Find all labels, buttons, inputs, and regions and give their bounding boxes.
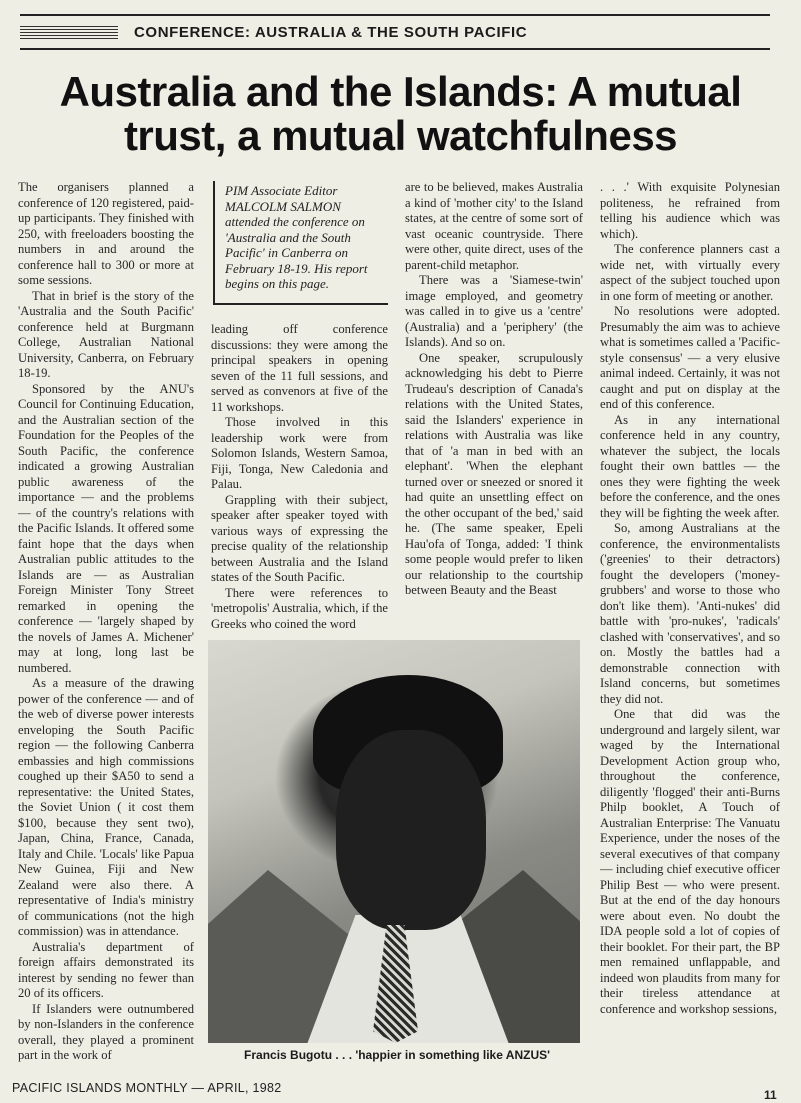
paragraph: So, among Australians at the conference, the environmentalists ('greenies' to their detractors) fought the developers ('money-grubbers' and worse to those who don't like them). 'Anti-nukes' did battle with 'pro-nukes', 'radicals' clashed with 'conservatives', and so on. Mostly the battles had a demonstrable connection with Island concerns, but sometimes they did not. [600,521,780,706]
paragraph: There was a 'Siamese-twin' image employed, and geometry was called in to give us a 'centre' (Australia) and a 'periphery' (the Islands). And so on. [405,273,583,349]
paragraph: One that did was the underground and largely silent, war waged by the International Development Action group who, throughout the conference, diligently 'flogged' their anti-Burns Philp booklet, A Touch of Australian Enterprise: The Vanuatu Experience, under the noses of the several executives of that company — including chief executive officer Philip Best — who were present. But at the end of the day honours were about even. No doubt the IDA people sold a lot of copies of their booklet. For their part, the BP men remained unflappable, and indeed won plaudits from many for their tireless attendance at conference and workshop sessions, [600,707,780,1016]
paragraph: Those involved in this leadership work were from Solomon Islands, Western Samoa, Fiji, Tonga, New Caledonia and Palau. [211,415,388,491]
paragraph: Australia's department of foreign affairs demonstrated its interest by sending no fewer than 20 of its officers. [18,939,194,1000]
headline-line-1: Australia and the Islands: A mutual [59,68,742,115]
paragraph: The conference planners cast a wide net, with virtually every aspect of the subject touched upon in one form of meeting or another. [600,242,780,303]
paragraph: The organisers planned a conference of 120 registered, paid-up participants. They finished with 250, with freeloaders boosting the numbers in and around the conference hall to 300 or more at some sessions. [18,180,194,287]
paragraph: As a measure of the drawing power of the conference — and of the web of diverse power interests enveloping the South Pacific region — the following Canberra embassies and high commissions coughed up their $A50 to send a representative: the United States, the Soviet Union ( it cost them $100, because they sent two), Japan, China, France, Canada, Italy and Chile. 'Locals' like Papua New Guinea, Fiji and New Zealand were also there. A representative of India's ministry of communications (not the high commission) was in attendance. [18,676,194,938]
article-column-4 [600,180,780,1017]
article-column-2 [211,322,388,632]
portrait-photo [208,640,580,1043]
headline-line-2: trust, a mutual watchfulness [123,112,678,159]
headline [0,70,801,158]
publication-footer: PACIFIC ISLANDS MONTHLY — APRIL, 1982 [12,1081,282,1095]
top-rule [20,14,770,16]
paragraph: . . .' With exquisite Polynesian politeness, he refrained from telling his audience which was which). [600,180,780,241]
article-column-3 [405,180,583,599]
paragraph: Grappling with their subject, speaker after speaker toyed with various ways of expressing the precise quality of the relationship between Australia and the Island states of the South Pacific. [211,492,388,584]
paragraph: Sponsored by the ANU's Council for Continuing Education, and the Australian section of the Foundation for the Peoples of the South Pacific, the conference indicated a growing Australian public awareness of the importance — and the problems — of the country's relations with the Pacific Islands. It offered some faint hope that the days when Australian public attitudes to the Islands are — as Australian Foreign Minister Tony Street remarked in opening the conference — 'largely shaped by the novels of James A. Michener' may at long, long last be numbered. [18,381,194,675]
paragraph: are to be believed, makes Australia a kind of 'mother city' to the Island states, at the centre of some sort of vast oceanic countryside. There were other, quite direct, uses of the parent-child metaphor. [405,180,583,272]
page-number: 11 [764,1088,777,1102]
section-label: CONFERENCE: AUSTRALIA & THE SOUTH PACIFIC [134,24,528,41]
editor-credit-box: PIM Associate Editor MALCOLM SALMON attended the conference on 'Australia and the South Pacific' in Canberra on February 18-19. His report begins on this page. [213,181,388,305]
paragraph: If Islanders were outnumbered by non-Islanders in the conference overall, they played a prominent part in the work of [18,1001,194,1062]
paragraph: leading off conference discussions: they were among the principal speakers in opening seven of the 11 full sessions, and served as convenors at five of the 11 workshops. [211,322,388,414]
section-decoration-lines [20,26,118,40]
header-rule [20,48,770,50]
paragraph: One speaker, scrupulously acknowledging his debt to Pierre Trudeau's description of Canada's relations with the United States, said the Islanders' experience in relations with Australia was like that of 'a man in bed with an elephant'. 'When the elephant turned over or sneezed or snored it had quite an unsettling effect on the other occupant of the bed,' said he. (The same speaker, Epeli Hau'ofa of Tonga, added: 'I think some people would prefer to liken our relationship to the courtship between Beauty and the Beast [405,350,583,597]
article-column-1 [18,180,194,1064]
paragraph: There were references to 'metropolis' Australia, which, if the Greeks who coined the word [211,585,388,631]
photo-face [336,730,486,930]
photo-caption: Francis Bugotu . . . 'happier in something like ANZUS' [244,1048,550,1062]
paragraph: That in brief is the story of the 'Australia and the South Pacific' conference held at Burgmann College, Australian National University, Canberra, on February 18-19. [18,288,194,380]
paragraph: No resolutions were adopted. Presumably the aim was to achieve what is sometimes called a 'Pacific-style consensus' — a very elusive animal indeed. Certainly, it was not caught and put on display at the end of this conference. [600,304,780,411]
paragraph: As in any international conference held in any country, whatever the subject, the locals fought their own battles — the ones they were fighting the week before the conference, and the ones they will be fighting the week after. [600,412,780,520]
